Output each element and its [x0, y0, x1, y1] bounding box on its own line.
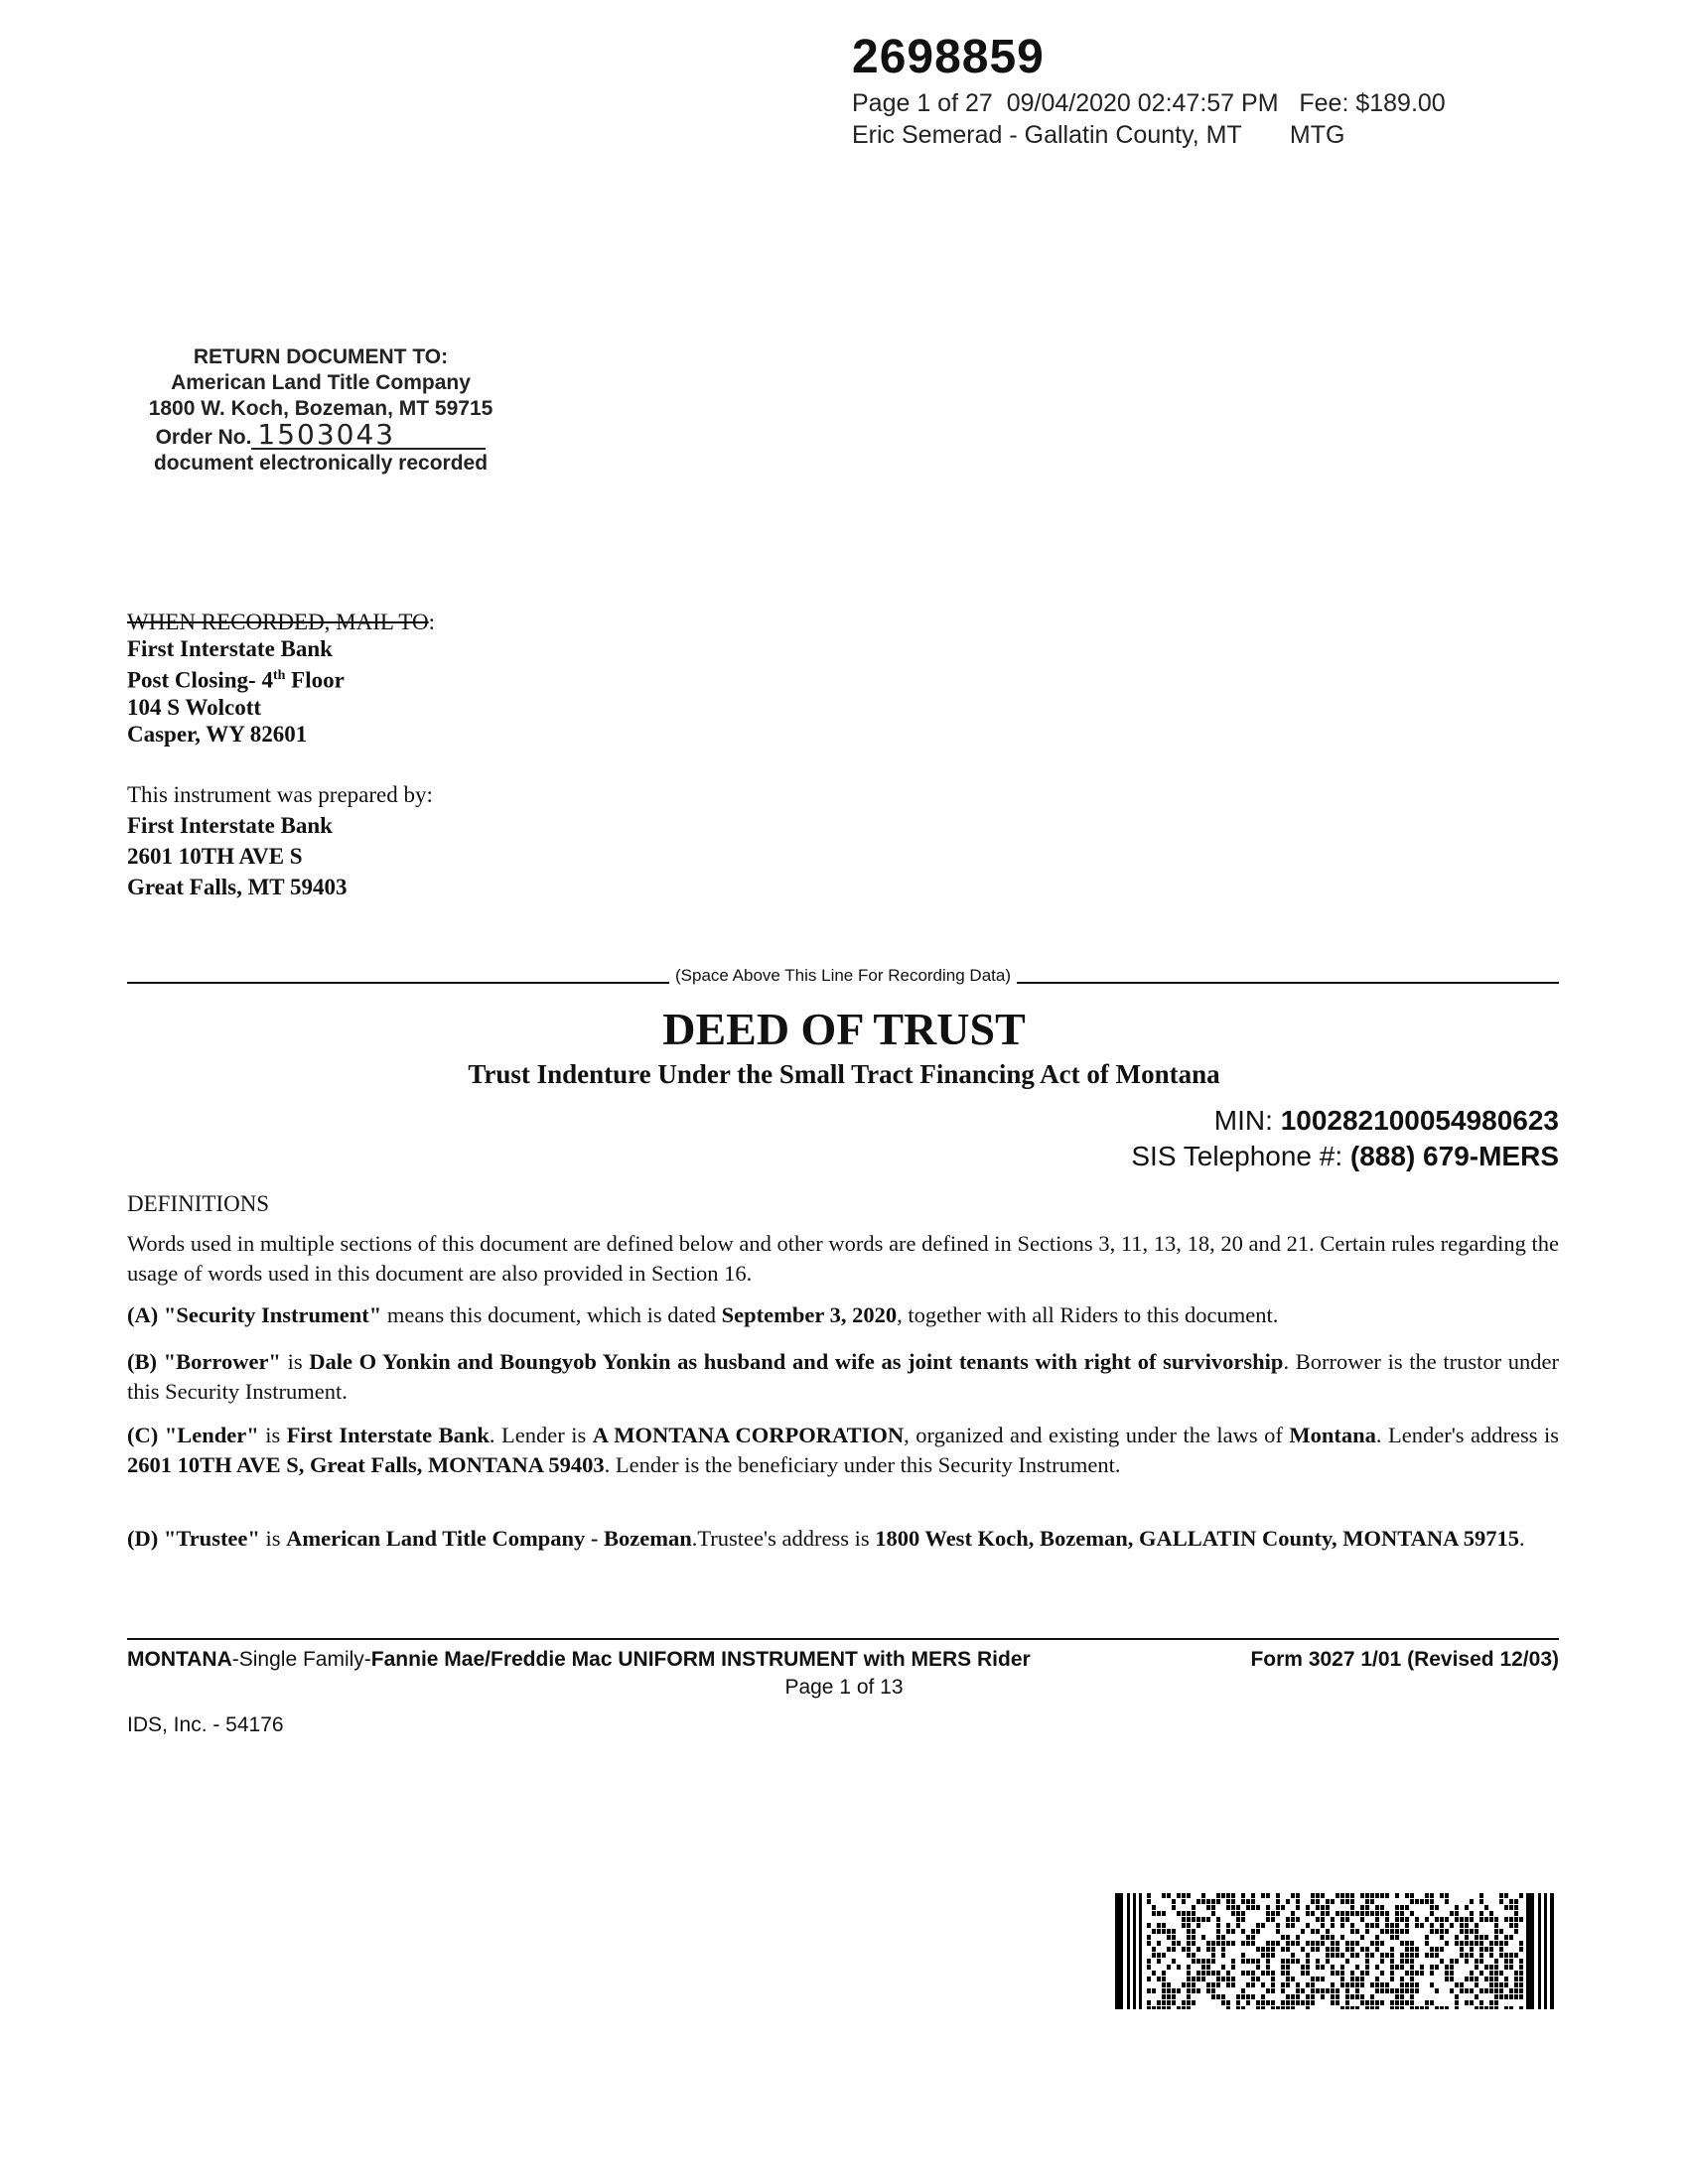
def-c-text5: . Lender is the beneficiary under this Security Instrument.: [604, 1452, 1121, 1477]
def-d-name: American Land Title Company - Bozeman: [286, 1526, 692, 1551]
recording-number: 2698859: [852, 31, 1045, 83]
order-label: Order No.: [155, 426, 252, 449]
recording-fee: Fee: $189.00: [1299, 89, 1446, 117]
return-heading: RETURN DOCUMENT TO:: [193, 345, 449, 368]
mail-to-heading: WHEN RECORDED, MAIL TO: [127, 610, 429, 634]
definition-d-trustee: [127, 1524, 1559, 1554]
footer-rule: [127, 1638, 1559, 1640]
mail-to-line2-floor: Floor: [285, 667, 345, 693]
def-a-text1: means this document, which is dated: [381, 1302, 722, 1327]
prepared-by-block: [127, 779, 433, 902]
min-value: 100282100054980623: [1280, 1105, 1559, 1136]
order-number-handwritten: 1503043: [251, 422, 486, 450]
footer-form-number: Form 3027 1/01 (Revised 12/03): [1250, 1648, 1559, 1671]
recording-page-info: Page 1 of 27: [852, 89, 993, 117]
recording-data-separator: [127, 966, 1559, 986]
recording-page-info-line: [852, 89, 1446, 118]
separator-rule-left: [127, 982, 669, 984]
min-label: MIN:: [1213, 1105, 1281, 1136]
definition-c-lender: [127, 1421, 1559, 1480]
document-subtitle: Trust Indenture Under the Small Tract Financing Act of Montana: [468, 1059, 1220, 1089]
def-c-text3: , organized and existing under the laws of: [904, 1423, 1290, 1447]
def-a-label: (A) "Security Instrument": [127, 1302, 382, 1327]
prepared-by-heading: This instrument was prepared by:: [127, 782, 433, 807]
definition-b-borrower: [127, 1347, 1559, 1407]
return-note: document electronically recorded: [153, 452, 489, 475]
def-c-text2: . Lender is: [489, 1423, 593, 1447]
return-order-line: [117, 418, 524, 451]
def-a-text2: , together with all Riders to this document.: [897, 1302, 1279, 1327]
min-line: [1214, 1105, 1559, 1137]
def-c-text1: is: [258, 1423, 287, 1447]
def-b-label: (B) "Borrower": [127, 1349, 281, 1374]
def-c-org: A MONTANA CORPORATION: [592, 1423, 905, 1447]
mail-to-line2-text: Post Closing- 4: [127, 667, 273, 693]
def-d-text1: is: [259, 1526, 287, 1551]
mail-to-line2-sup: th: [272, 668, 286, 683]
def-d-text3: .: [1519, 1526, 1525, 1551]
definition-a-security-instrument: [127, 1300, 1559, 1330]
prepared-by-line3: Great Falls, MT 59403: [127, 875, 348, 899]
def-d-label: (D) "Trustee": [127, 1526, 260, 1551]
sis-telephone-line: [1131, 1141, 1559, 1172]
mail-to-line2: [127, 662, 435, 694]
def-c-state: Montana: [1289, 1423, 1376, 1447]
recording-recorder: Eric Semerad - Gallatin County, MT: [852, 121, 1242, 149]
return-address: 1800 W. Koch, Bozeman, MT 59715: [148, 397, 493, 420]
return-company: American Land Title Company: [171, 371, 471, 394]
return-document-stamp: [117, 344, 524, 477]
def-d-text2: .Trustee's address is: [691, 1526, 876, 1551]
mail-to-block: [127, 609, 435, 748]
footer-form-description: [127, 1648, 1031, 1672]
recording-recorder-line: [852, 121, 1344, 150]
definitions-heading: DEFINITIONS: [127, 1191, 270, 1216]
def-c-address: 2601 10TH AVE S, Great Falls, MONTANA 59403: [127, 1452, 605, 1477]
separator-label: (Space Above This Line For Recording Data): [675, 966, 1011, 985]
mail-to-heading-colon: :: [428, 610, 436, 634]
recording-doc-type: MTG: [1289, 121, 1345, 149]
sis-label: SIS Telephone #:: [1131, 1141, 1350, 1171]
def-c-name: First Interstate Bank: [286, 1423, 490, 1447]
footer-desc-bold: Fannie Mae/Freddie Mac UNIFORM INSTRUMENT with MERS Rider: [370, 1648, 1031, 1671]
sis-value: (888) 679-MERS: [1349, 1141, 1559, 1171]
def-a-date: September 3, 2020: [721, 1302, 898, 1327]
def-c-text4: . Lender's address is: [1375, 1423, 1560, 1447]
prepared-by-line2: 2601 10TH AVE S: [127, 844, 303, 869]
def-c-label: (C) "Lender": [127, 1423, 259, 1447]
separator-rule-right: [1017, 982, 1559, 984]
mail-to-heading-line: [127, 609, 435, 635]
definitions-intro: Words used in multiple sections of this document are defined below and other words are defined in Sections 3, 11, 13, 18, 20 and 21. Certain rules regarding the usage of words used in this document are also provided in Section 16.: [127, 1231, 1559, 1286]
barcode-image: [1115, 1893, 1554, 2009]
def-d-address: 1800 West Koch, Bozeman, GALLATIN County, MONTANA 59715: [875, 1526, 1520, 1551]
def-b-text1: is: [280, 1349, 310, 1374]
document-title: DEED OF TRUST: [662, 1004, 1026, 1054]
mail-to-line4: Casper, WY 82601: [127, 721, 308, 747]
footer-state: MONTANA: [127, 1648, 232, 1671]
mail-to-line3: 104 S Wolcott: [127, 694, 262, 720]
def-b-text2: . Borrower is the trustor under this Security Instrument.: [127, 1349, 1559, 1404]
recording-datetime: 09/04/2020 02:47:57 PM: [1006, 89, 1279, 117]
footer-desc: -Single Family-: [231, 1648, 371, 1671]
prepared-by-line1: First Interstate Bank: [127, 813, 333, 838]
mail-to-line1: First Interstate Bank: [127, 636, 333, 661]
footer-page-number: Page 1 of 13: [784, 1676, 904, 1699]
def-b-names: Dale O Yonkin and Boungyob Yonkin as husband and wife as joint tenants with right of survivorship: [309, 1349, 1284, 1374]
footer-ids: IDS, Inc. - 54176: [127, 1713, 284, 1736]
